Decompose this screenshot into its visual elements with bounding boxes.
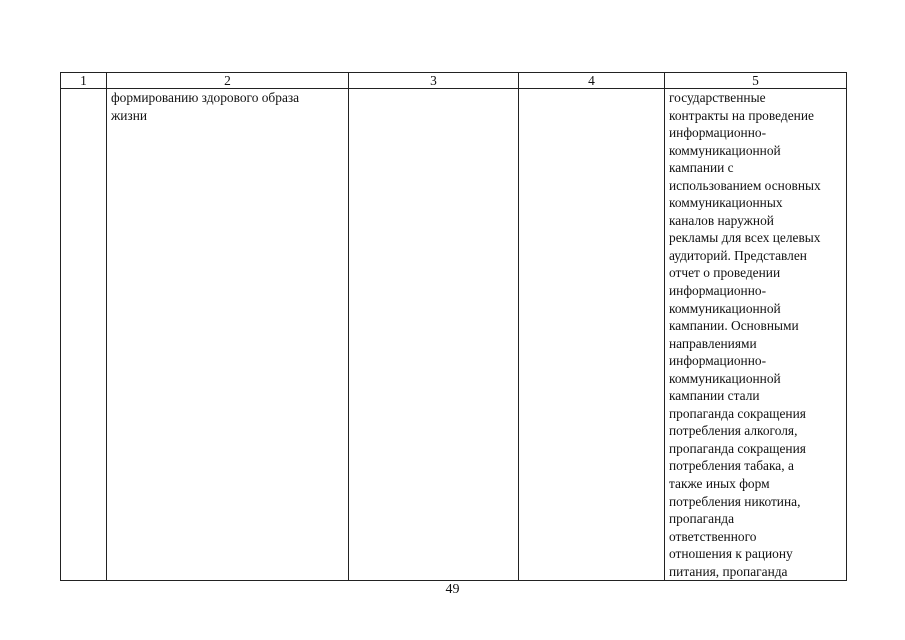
header-col-3: 3 xyxy=(349,73,519,89)
header-col-5: 5 xyxy=(665,73,847,89)
header-row xyxy=(61,73,847,89)
cell-col-2: формированию здорового образа жизни xyxy=(107,89,349,581)
cell-col-1 xyxy=(61,89,107,581)
cell-col-3 xyxy=(349,89,519,581)
page-number: 49 xyxy=(445,582,460,597)
header-col-1: 1 xyxy=(61,73,107,89)
cell-col-5: государственные контракты на проведение информационно- коммуникационной кампании с использованием основных коммуникационных каналов наружной рекламы для всех целевых аудиторий. Представлен отчет о проведении информационно- коммуникационной кампании. Основными направлениями информационно- коммуникационной кампании стали пропаганда сокращения потребления алкоголя, пропаганда сокращения потребления табака, а также иных форм потребления никотина, пропаганда ответственного отношения к рациону питания, пропаганда xyxy=(665,89,847,581)
cell-col-4 xyxy=(519,89,665,581)
table-row xyxy=(61,89,847,581)
header-col-2: 2 xyxy=(107,73,349,89)
document-table xyxy=(60,72,847,581)
header-col-4: 4 xyxy=(519,73,665,89)
